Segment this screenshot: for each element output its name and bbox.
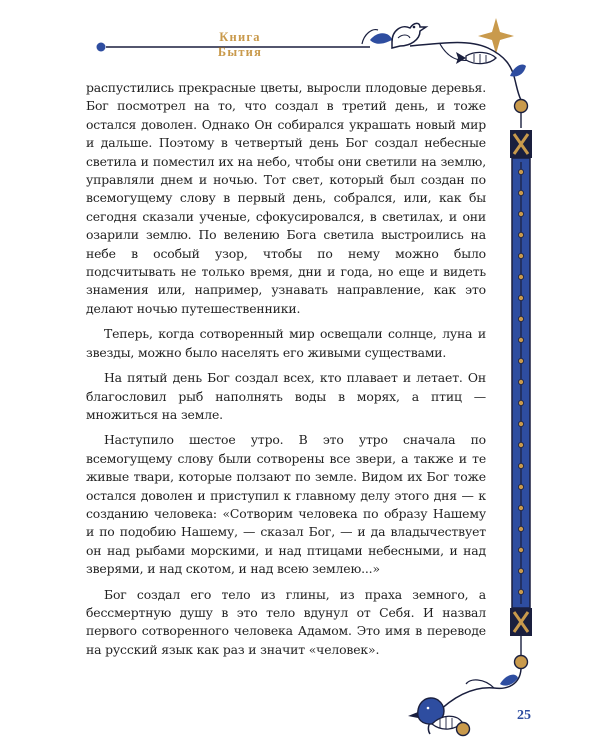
column-dot bbox=[518, 589, 523, 594]
paragraph: Теперь, когда сотворенный мир освещали солнце, луна и звезды, можно было населять его живыми существами. bbox=[86, 326, 486, 360]
cross-emblem-icon bbox=[510, 608, 532, 636]
column-dots bbox=[518, 169, 523, 594]
paragraph: На пятый день Бог создал всех, кто плавает и летает. Он благословил рыб наполнять воды в морях, а птиц — множиться на земле. bbox=[86, 370, 486, 422]
page-number: 25 bbox=[517, 708, 531, 723]
column-dot bbox=[518, 526, 523, 531]
star-icon bbox=[478, 18, 514, 54]
leaf-icon bbox=[500, 675, 518, 686]
column-dot bbox=[518, 190, 523, 195]
column-dot bbox=[518, 169, 523, 174]
column-dot bbox=[518, 253, 523, 258]
column-dot bbox=[518, 337, 523, 342]
running-header-title: Книга Бытия bbox=[217, 30, 263, 59]
column-dot bbox=[518, 547, 523, 552]
cross-emblem-icon bbox=[510, 130, 532, 158]
column-dot bbox=[518, 274, 523, 279]
column-dot bbox=[518, 463, 523, 468]
paragraph: распустились прекрасные цветы, выросли плодовые деревья. Бог посмотрел на то, что создал в третий день, и тоже остался доволен. Однако Он собирался украшать новый мир и дальше. Поэтому в четвертый день Бог создал небесные светила и поместил их на небо, чтобы они светили на землю, управляли днем и ночью. Тот свет, который был создан по всемогущему слову в первый день, собрался, или, как бы сегодня сказали ученые, сфокусировался, в светилах, и они озарили землю. По велению Бога светила выстроились на небе в особый узор, чтобы по нему можно было подсчитывать не только время, дни и года, но еще и видеть знамения или, например, узнавать направление, как это делают ночью путешественники. bbox=[86, 80, 486, 316]
column-dot bbox=[518, 400, 523, 405]
paragraph: Наступило шестое утро. В это утро сначала по всемогущему слову были сотворены все звери, а также и те живые твари, которые ползают по земле. Видом их Бог тоже остался доволен и приступил к главному делу этого дня — к созданию человека: «Сотворим человека по образу Нашему и по подобию Нашему, — сказал Бог, — и да владычествует он над рыбами морскими, и над птицами небесными, и над зверями, и над скотом, и над всею землею...» bbox=[86, 432, 486, 577]
column-dot bbox=[518, 358, 523, 363]
rule-end-dot bbox=[97, 43, 106, 52]
column-dot bbox=[518, 568, 523, 573]
column-dot bbox=[518, 316, 523, 321]
bead-icon bbox=[515, 100, 528, 113]
column-dot bbox=[518, 211, 523, 216]
column-dot bbox=[518, 484, 523, 489]
column-dot bbox=[518, 379, 523, 384]
column-dot bbox=[518, 421, 523, 426]
column-dot bbox=[518, 232, 523, 237]
leaf-icon bbox=[370, 33, 392, 44]
column-dot bbox=[518, 295, 523, 300]
column-dot bbox=[518, 442, 523, 447]
vine-line bbox=[466, 680, 494, 688]
paragraph: Бог создал его тело из глины, из праха земного, а бессмертную душу в это тело вдунул от Себя. И назвал первого сотворенного человека Адамом. Это имя в переводе на русский язык как раз и значит «человек». bbox=[86, 586, 486, 657]
column-dot bbox=[518, 505, 523, 510]
fish-icon bbox=[456, 52, 496, 64]
bead-icon bbox=[457, 723, 470, 736]
body-text bbox=[86, 79, 486, 666]
bead-icon bbox=[515, 656, 528, 669]
